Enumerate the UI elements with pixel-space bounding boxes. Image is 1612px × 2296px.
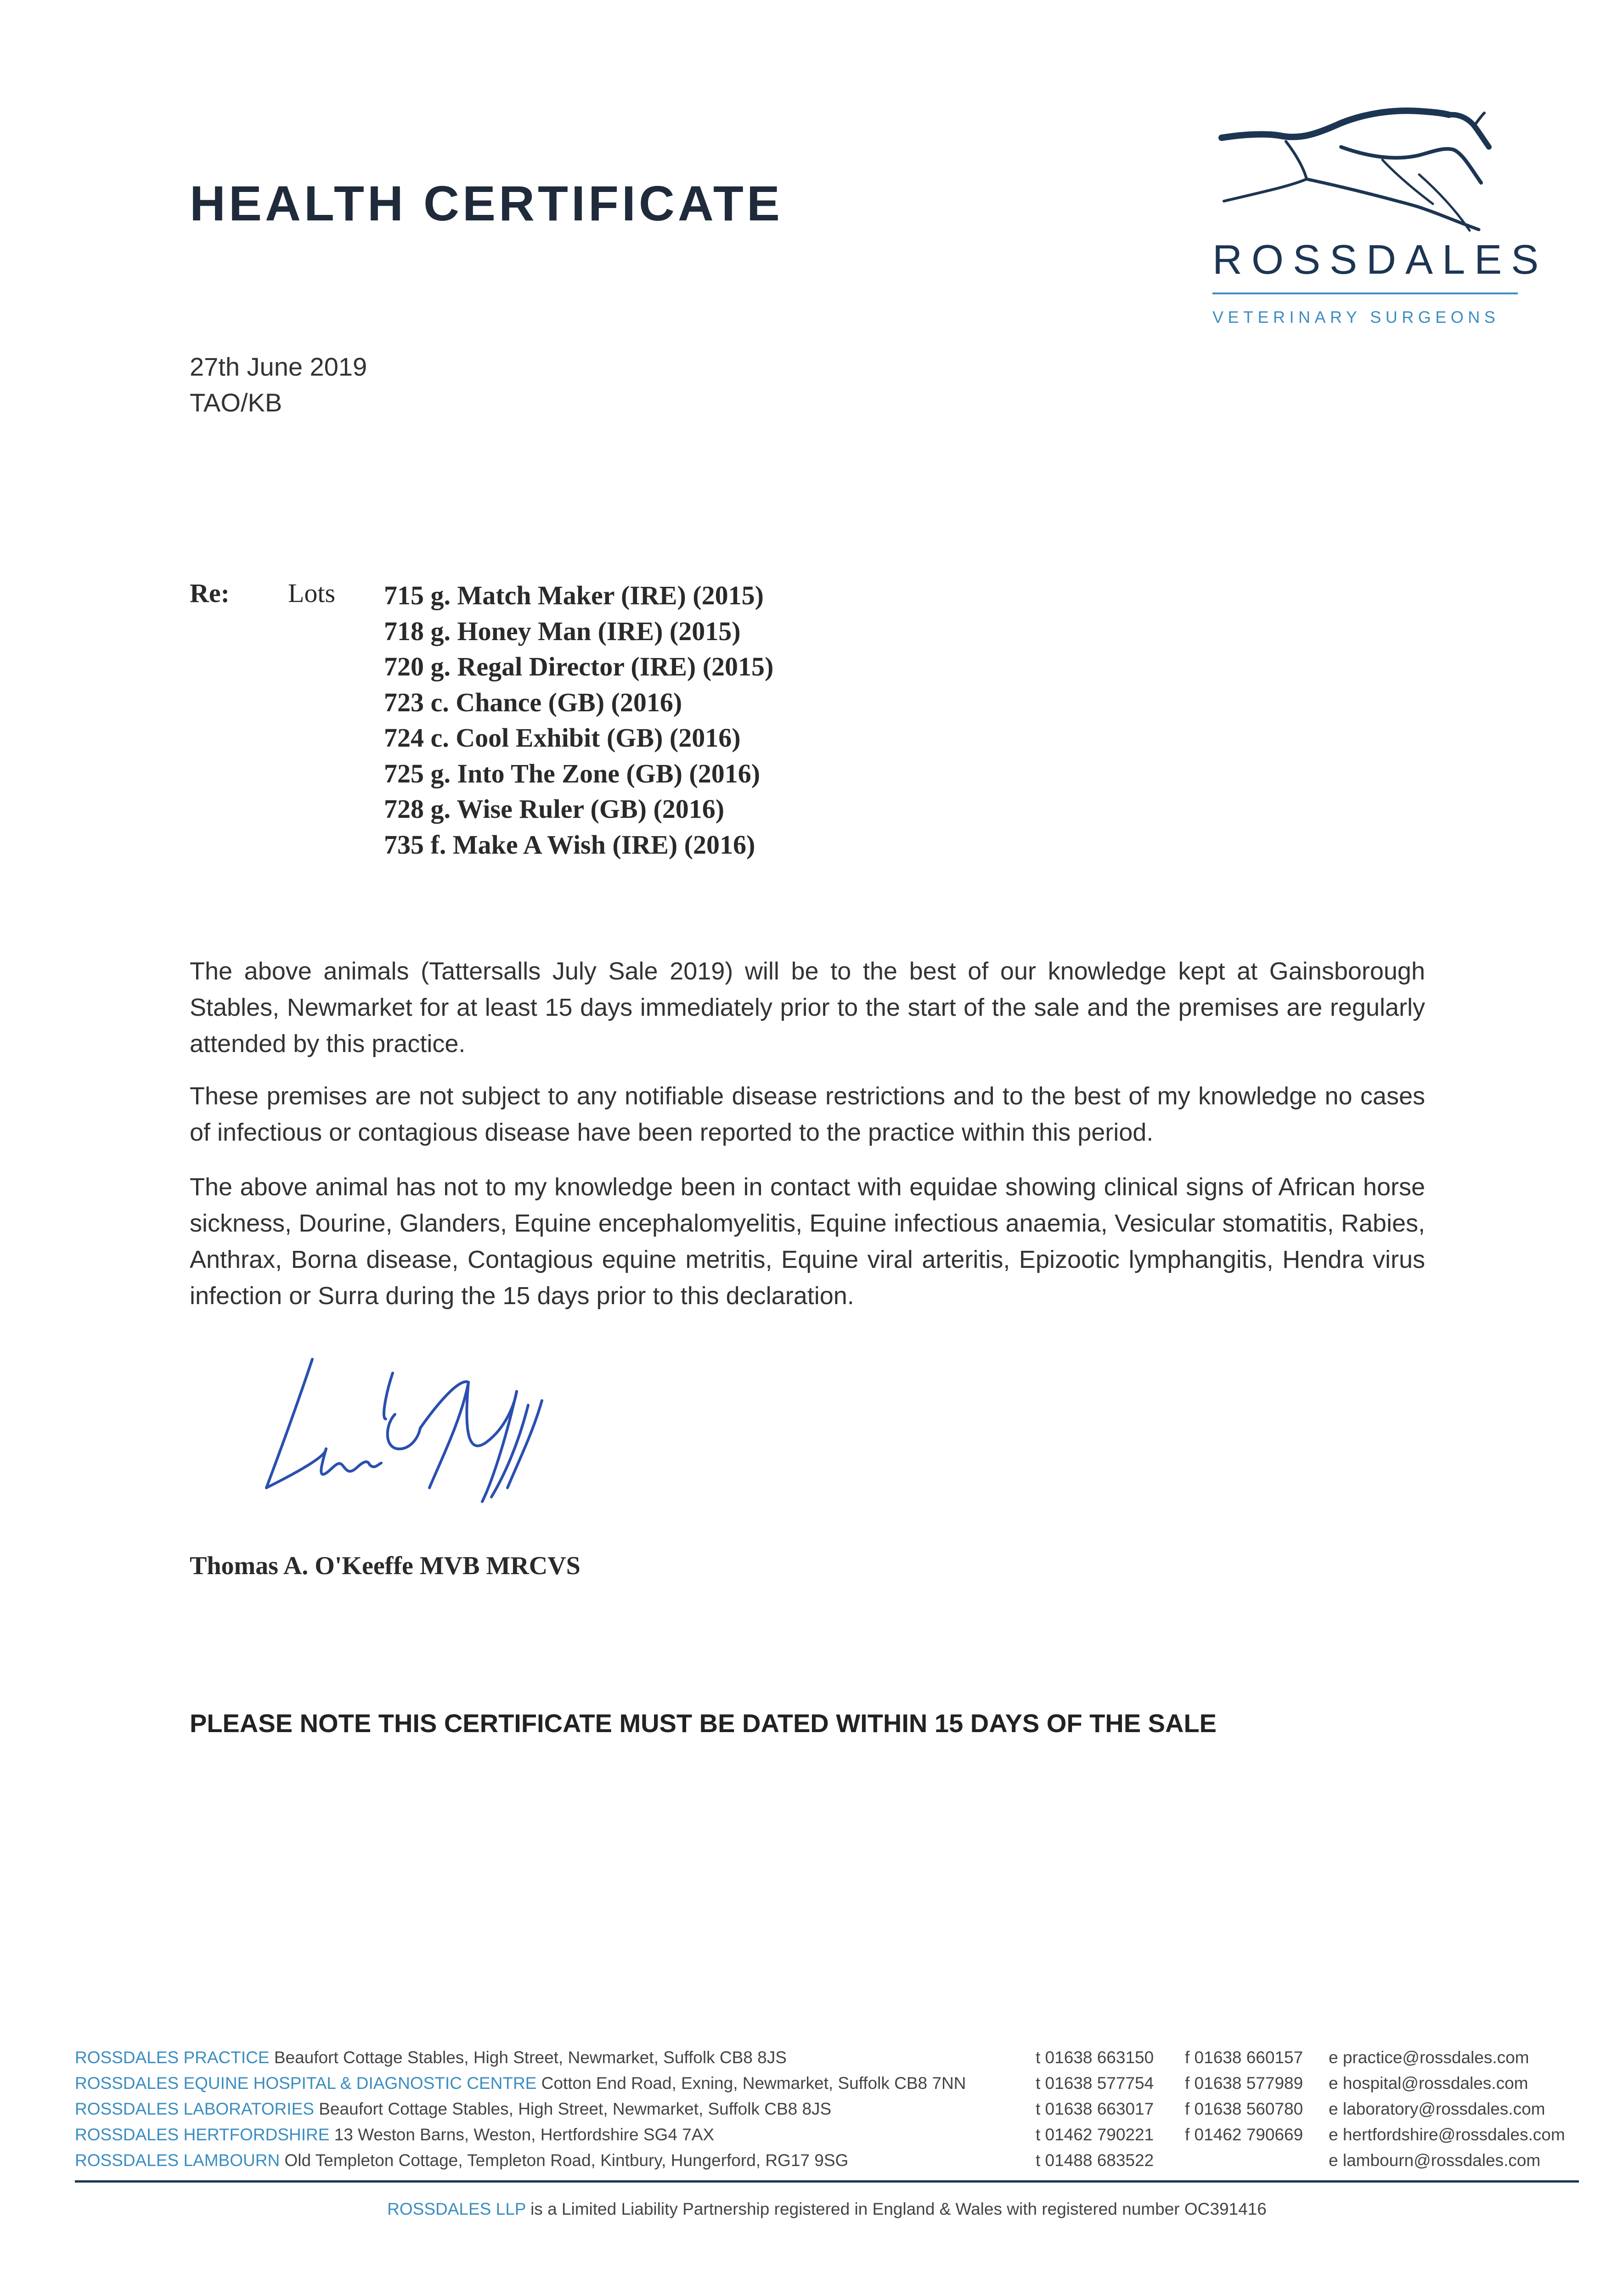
office-fax: f 01638 577989 — [1185, 2074, 1303, 2093]
footer-divider — [75, 2180, 1579, 2183]
office-telephone: t 01638 663150 — [1036, 2048, 1154, 2067]
lot-item: 723 c. Chance (GB) (2016) — [384, 687, 682, 717]
office-address: Cotton End Road, Exning, Newmarket, Suffolk CB8 7NN — [541, 2074, 966, 2093]
office-address: Old Templeton Cottage, Templeton Road, Kintbury, Hungerford, RG17 9SG — [284, 2151, 849, 2170]
office-telephone: t 01462 790221 — [1036, 2125, 1154, 2144]
lots-list — [384, 578, 773, 862]
signatory-name: Thomas A. O'Keeffe MVB MRCVS — [190, 1552, 581, 1580]
office-name: ROSSDALES EQUINE HOSPITAL & DIAGNOSTIC CENTRE — [75, 2074, 537, 2093]
paragraph-sale-premises: The above animals (Tattersalls July Sale 2019) will be to the best of our knowledge kept at Gainsborough Stables, Newmarket for at least 15 days immediately prior to the start of the sale and the premises are regularly attended by this practice. — [190, 957, 1425, 1058]
lot-item: 718 g. Honey Man (IRE) (2015) — [384, 616, 741, 646]
llp-name: ROSSDALES LLP — [387, 2200, 526, 2218]
footer-office-row — [75, 2125, 1565, 2151]
lot-item: 725 g. Into The Zone (GB) (2016) — [384, 758, 761, 788]
footer-office-row — [75, 2048, 1529, 2074]
lot-item: 735 f. Make A Wish (IRE) (2016) — [384, 829, 755, 860]
footer-office-row — [75, 2074, 1528, 2099]
lot-item: 720 g. Regal Director (IRE) (2015) — [384, 652, 774, 681]
document-title: HEALTH CERTIFICATE — [190, 175, 783, 231]
office-fax: f 01638 660157 — [1185, 2048, 1303, 2067]
office-fax: f 01462 790669 — [1185, 2125, 1303, 2144]
office-name: ROSSDALES HERTFORDSHIRE — [75, 2125, 330, 2144]
office-address: Beaufort Cottage Stables, High Street, Newmarket, Suffolk CB8 8JS — [274, 2048, 787, 2067]
logo-divider — [1212, 293, 1518, 294]
lot-item: 728 g. Wise Ruler (GB) (2016) — [384, 794, 725, 824]
office-address: 13 Weston Barns, Weston, Hertfordshire SG4 7AX — [334, 2125, 715, 2144]
re-label: Re: — [190, 578, 230, 608]
document-date: 27th June 2019 — [190, 352, 367, 381]
paragraph-equidae-contact: The above animal has not to my knowledge been in contact with equidae showing clinical signs of African horse sickness, Dourine, Glanders, Equine encephalomyelitis, Equine infectious anaemia, Vesicular stomatitis, Rabies, Anthrax, Borna disease, Contagious equine metritis, Equine viral arteritis, Epizootic lymphangitis, Hendra virus infection or Surra during the 15 days prior to this declaration. — [190, 1173, 1425, 1310]
office-telephone: t 01488 683522 — [1036, 2151, 1154, 2170]
lots-label: Lots — [288, 578, 336, 608]
office-fax: f 01638 560780 — [1185, 2099, 1303, 2118]
dating-notice: PLEASE NOTE THIS CERTIFICATE MUST BE DATED WITHIN 15 DAYS OF THE SALE — [190, 1709, 1217, 1738]
office-email: e practice@rossdales.com — [1329, 2048, 1529, 2067]
logo-wordmark: ROSSDALES — [1212, 237, 1548, 283]
llp-text: is a Limited Liability Partnership registered in England & Wales with registered number OC391416 — [530, 2200, 1267, 2218]
office-name: ROSSDALES PRACTICE — [75, 2048, 270, 2067]
office-email: e laboratory@rossdales.com — [1329, 2099, 1545, 2118]
logo-tagline: VETERINARY SURGEONS — [1212, 308, 1500, 326]
office-name: ROSSDALES LABORATORIES — [75, 2099, 314, 2118]
office-telephone: t 01638 577754 — [1036, 2074, 1154, 2093]
office-email: e hospital@rossdales.com — [1329, 2074, 1528, 2093]
galloping-horse-logo-icon — [1203, 106, 1520, 239]
office-email: e lambourn@rossdales.com — [1329, 2151, 1541, 2170]
handwritten-signature — [211, 1350, 634, 1534]
office-address: Beaufort Cottage Stables, High Street, Newmarket, Suffolk CB8 8JS — [319, 2099, 832, 2118]
llp-registration — [75, 2200, 1579, 2219]
paragraph-disease-restrictions: These premises are not subject to any notifiable disease restrictions and to the best of my knowledge no cases of infectious or contagious disease have been reported to the practice within this period. — [190, 1082, 1425, 1146]
footer-office-row — [75, 2099, 1545, 2125]
lot-item: 715 g. Match Maker (IRE) (2015) — [384, 580, 764, 610]
footer-office-row — [75, 2151, 1541, 2177]
office-email: e hertfordshire@rossdales.com — [1329, 2125, 1565, 2144]
date-reference-block — [190, 349, 367, 421]
office-telephone: t 01638 663017 — [1036, 2099, 1154, 2118]
lot-item: 724 c. Cool Exhibit (GB) (2016) — [384, 723, 741, 753]
document-reference: TAO/KB — [190, 388, 282, 417]
office-name: ROSSDALES LAMBOURN — [75, 2151, 280, 2170]
rossdales-logo — [1203, 106, 1548, 335]
